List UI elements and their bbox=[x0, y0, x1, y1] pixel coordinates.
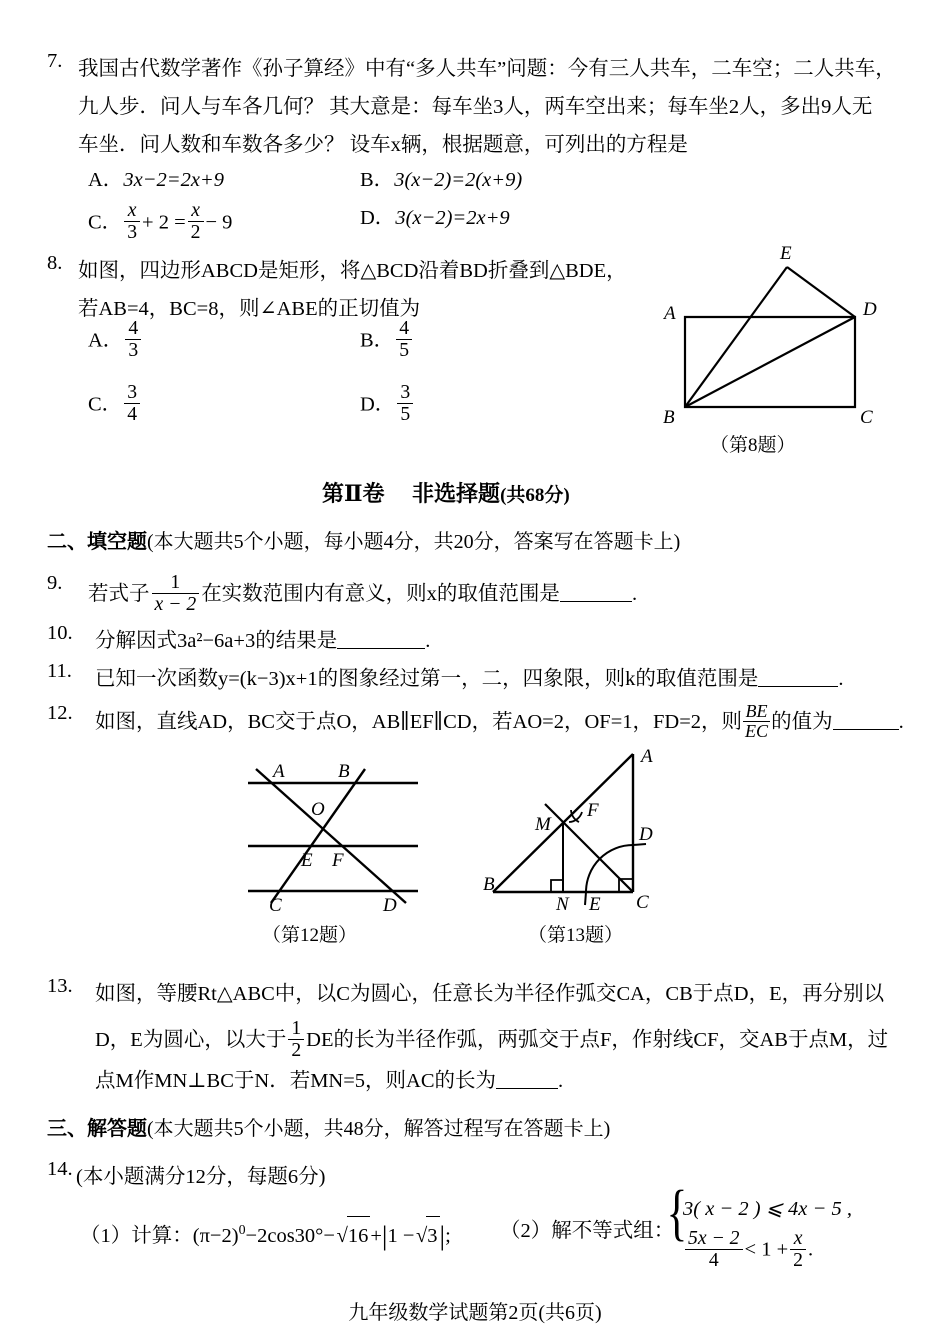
q14-p1-expr-a: (π−2) bbox=[192, 1224, 239, 1247]
volume-2-points: (共68分) bbox=[500, 485, 570, 506]
option-c-fraction-1: $\frac{x}{3}$ bbox=[124, 200, 140, 243]
q12-label-A: A bbox=[273, 761, 285, 782]
part-3-heading-title: 三、解答题 bbox=[47, 1118, 147, 1140]
question-14-inequality-1: 3( x − 2 ) ⩽ 4x − 5 , bbox=[683, 1198, 852, 1220]
question-12-number: 12. bbox=[47, 702, 73, 724]
q14-p1-sqrt-16: √16 bbox=[335, 1216, 370, 1255]
q13-label-M: M bbox=[535, 814, 551, 835]
part-2-heading-title: 二、填空题 bbox=[47, 531, 147, 553]
q9-answer-blank[interactable] bbox=[560, 582, 632, 602]
question-8-option-c[interactable] bbox=[88, 382, 142, 425]
q12-label-O: O bbox=[311, 799, 325, 820]
question-12-figure-caption: （第12题） bbox=[262, 925, 358, 946]
question-8-figure bbox=[660, 243, 910, 428]
q13-tail: . bbox=[558, 1070, 564, 1092]
q12-label-C: C bbox=[269, 895, 282, 916]
q12-suffix: 的值为 bbox=[771, 710, 833, 733]
q13-label-F: F bbox=[587, 800, 599, 821]
question-13-line-3 bbox=[95, 1062, 563, 1100]
q12-label-B: B bbox=[338, 761, 350, 782]
q8-option-a-fraction: $\frac{4}{3}$ bbox=[125, 318, 141, 361]
question-12-text bbox=[95, 702, 904, 741]
q12-label-D: D bbox=[383, 895, 397, 916]
question-8-number: 8. bbox=[47, 252, 63, 274]
option-d-expression: 3(x−2)=2x+9 bbox=[395, 207, 510, 229]
question-13-figure-caption: （第13题） bbox=[528, 925, 624, 946]
q12-answer-blank[interactable] bbox=[833, 709, 899, 729]
q8-label-A: A bbox=[664, 303, 676, 324]
q9-fraction: $\frac{1}{x - 2}$ bbox=[152, 572, 200, 615]
q14-p2-end: . bbox=[807, 1238, 814, 1261]
q13-label-A: A bbox=[641, 746, 653, 767]
question-7-line-2: 九人步．问人与车各几何？ 其大意是：每车坐3人，两车空出来；每车坐2人，多出9人无 bbox=[78, 96, 873, 118]
question-9-number: 9. bbox=[47, 572, 63, 594]
q8-option-b-label: B． bbox=[360, 329, 395, 352]
q12-prefix: 如图，直线AD，BC交于点O，AB∥EF∥CD，若AO=2，OF=1，FD=2，则 bbox=[95, 710, 743, 733]
inequality-system-brace: { bbox=[666, 1179, 688, 1247]
q13-line3-body: 点M作MN⊥BC于N．若MN=5，则AC的长为 bbox=[95, 1070, 497, 1092]
q10-tail: . bbox=[425, 630, 431, 652]
q11-tail: . bbox=[838, 668, 844, 690]
q12-label-E: E bbox=[301, 850, 313, 871]
option-c-tail: − 9 bbox=[205, 211, 233, 234]
question-7-line-3: 车坐．问人数和车数各多少？ 设车x辆，根据题意，可列出的方程是 bbox=[78, 134, 688, 156]
option-b-label: B． bbox=[360, 169, 395, 191]
q8-label-E: E bbox=[780, 243, 792, 264]
q8-label-C: C bbox=[860, 407, 873, 428]
q14-p2-relation: < 1 + bbox=[744, 1238, 789, 1261]
q8-option-c-fraction: $\frac{3}{4}$ bbox=[124, 382, 140, 425]
question-10-number: 10. bbox=[47, 622, 73, 644]
q13-label-D: D bbox=[639, 824, 653, 845]
q12-label-F: F bbox=[332, 850, 344, 871]
question-14-part-2-label: （2）解不等式组： bbox=[500, 1220, 675, 1242]
q13-label-N: N bbox=[556, 894, 569, 915]
question-13-line-1: 如图，等腰Rt△ABC中，以C为圆心，任意长为半径作弧交CA，CB于点D，E，再分别以 bbox=[95, 983, 885, 1005]
part-2-heading bbox=[47, 525, 680, 554]
question-13-line-2 bbox=[95, 1018, 888, 1061]
part-3-heading bbox=[47, 1112, 610, 1141]
question-8-option-a[interactable] bbox=[88, 318, 143, 361]
q9-tail: . bbox=[631, 583, 638, 606]
question-14-inequality-2 bbox=[683, 1228, 813, 1271]
q9-prefix: 若式子 bbox=[88, 583, 150, 606]
q14-p1-abs-open: | bbox=[381, 1219, 388, 1251]
q14-p1-label: （1）计算： bbox=[80, 1224, 193, 1247]
q14-p1-abs-close: | bbox=[439, 1219, 446, 1251]
question-8-line-2: 若AB=4，BC=8，则∠ABE的正切值为 bbox=[78, 298, 421, 320]
q13-label-C: C bbox=[636, 892, 649, 913]
q10-body: 分解因式3a²−6a+3的结果是 bbox=[95, 630, 338, 652]
q14-p2-fraction-right: $\frac{x}{2}$ bbox=[790, 1228, 806, 1271]
q10-answer-blank[interactable] bbox=[337, 629, 425, 649]
q13-half-fraction: $\frac{1}{2}$ bbox=[288, 1018, 304, 1061]
option-a-expression: 3x−2=2x+9 bbox=[123, 169, 225, 191]
q14-p1-exponent: 0 bbox=[238, 1223, 246, 1238]
q14-p1-end: ; bbox=[445, 1224, 451, 1247]
option-c-fraction-2: $\frac{x}{2}$ bbox=[188, 200, 204, 243]
q8-option-c-label: C． bbox=[88, 393, 123, 416]
q14-p2-fraction-left: $\frac{5x - 2}{4}$ bbox=[685, 1228, 743, 1271]
q8-label-D: D bbox=[863, 299, 877, 320]
q8-option-a-label: A． bbox=[88, 329, 124, 352]
question-7-line-1: 我国古代数学著作《孙子算经》中有“多人共车”问题：今有三人共车，二车空；二人共车， bbox=[78, 58, 896, 80]
question-14-head: (本小题满分12分，每题6分) bbox=[76, 1166, 326, 1188]
q11-answer-blank[interactable] bbox=[758, 667, 838, 687]
question-14-part-1 bbox=[80, 1212, 451, 1255]
q9-suffix: 在实数范围内有意义，则x的取值范围是 bbox=[201, 583, 560, 606]
question-7-option-a[interactable] bbox=[88, 162, 224, 192]
question-10-text bbox=[95, 622, 430, 660]
page-footer: 九年级数学试题第2页(共6页) bbox=[348, 1302, 602, 1324]
question-8-line-1: 如图，四边形ABCD是矩形，将△BCD沿着BD折叠到△BDE， bbox=[78, 260, 627, 282]
q14-p1-expr-b: −2cos30°− bbox=[245, 1224, 335, 1247]
question-11-text bbox=[95, 660, 843, 698]
option-c-label: C． bbox=[88, 211, 123, 234]
question-8-figure-caption: （第8题） bbox=[710, 435, 796, 456]
q8-option-d-label: D． bbox=[360, 393, 396, 416]
q8-option-d-fraction: $\frac{3}{5}$ bbox=[397, 382, 413, 425]
q14-p1-abs-body: 1 − bbox=[387, 1224, 415, 1247]
q12-tail: . bbox=[898, 710, 904, 733]
question-11-number: 11. bbox=[47, 660, 72, 682]
option-d-label: D． bbox=[360, 207, 396, 229]
option-b-expression: 3(x−2)=2(x+9) bbox=[394, 169, 523, 191]
q14-p1-sqrt-3: √3 bbox=[414, 1216, 439, 1255]
question-7-number: 7. bbox=[47, 50, 63, 72]
q13-line2-prefix: D，E为圆心，以大于 bbox=[95, 1029, 287, 1052]
question-14-number: 14. bbox=[47, 1158, 73, 1180]
volume-2-subtitle: 非选择题 bbox=[412, 481, 501, 506]
question-8-option-b[interactable] bbox=[360, 318, 414, 361]
q13-label-E: E bbox=[589, 894, 601, 915]
question-13-figure bbox=[483, 740, 683, 915]
q12-fraction: $\frac{BE}{EC}$ bbox=[745, 701, 769, 741]
volume-2-title: 第Ⅱ卷 bbox=[322, 481, 385, 506]
part-2-heading-detail: (本大题共5个小题，每小题4分，共20分，答案写在答题卡上) bbox=[147, 531, 681, 553]
question-12-figure bbox=[243, 761, 443, 916]
part-3-heading-detail: (本大题共5个小题，共48分，解答过程写在答题卡上) bbox=[147, 1118, 611, 1140]
q13-line2-suffix: DE的长为半径作弧，两弧交于点F，作射线CF，交AB于点M，过 bbox=[306, 1029, 889, 1052]
question-7-option-c[interactable] bbox=[88, 200, 232, 243]
q13-label-B: B bbox=[483, 874, 495, 895]
q8-option-b-fraction: $\frac{4}{5}$ bbox=[396, 318, 412, 361]
q14-p1-plus: + bbox=[370, 1224, 382, 1247]
q8-label-B: B bbox=[663, 407, 675, 428]
question-9-text bbox=[88, 572, 637, 615]
option-a-label: A． bbox=[88, 169, 124, 191]
q11-body: 已知一次函数y=(k−3)x+1的图象经过第一，二，四象限，则k的取值范围是 bbox=[95, 668, 759, 690]
question-13-number: 13. bbox=[47, 975, 73, 997]
q13-answer-blank[interactable] bbox=[496, 1069, 558, 1089]
question-8-option-d[interactable] bbox=[360, 382, 415, 425]
question-7-option-b[interactable] bbox=[360, 162, 522, 192]
volume-2-heading bbox=[322, 477, 570, 508]
question-7-option-d[interactable] bbox=[360, 200, 510, 230]
option-c-middle: + 2 = bbox=[142, 211, 186, 234]
